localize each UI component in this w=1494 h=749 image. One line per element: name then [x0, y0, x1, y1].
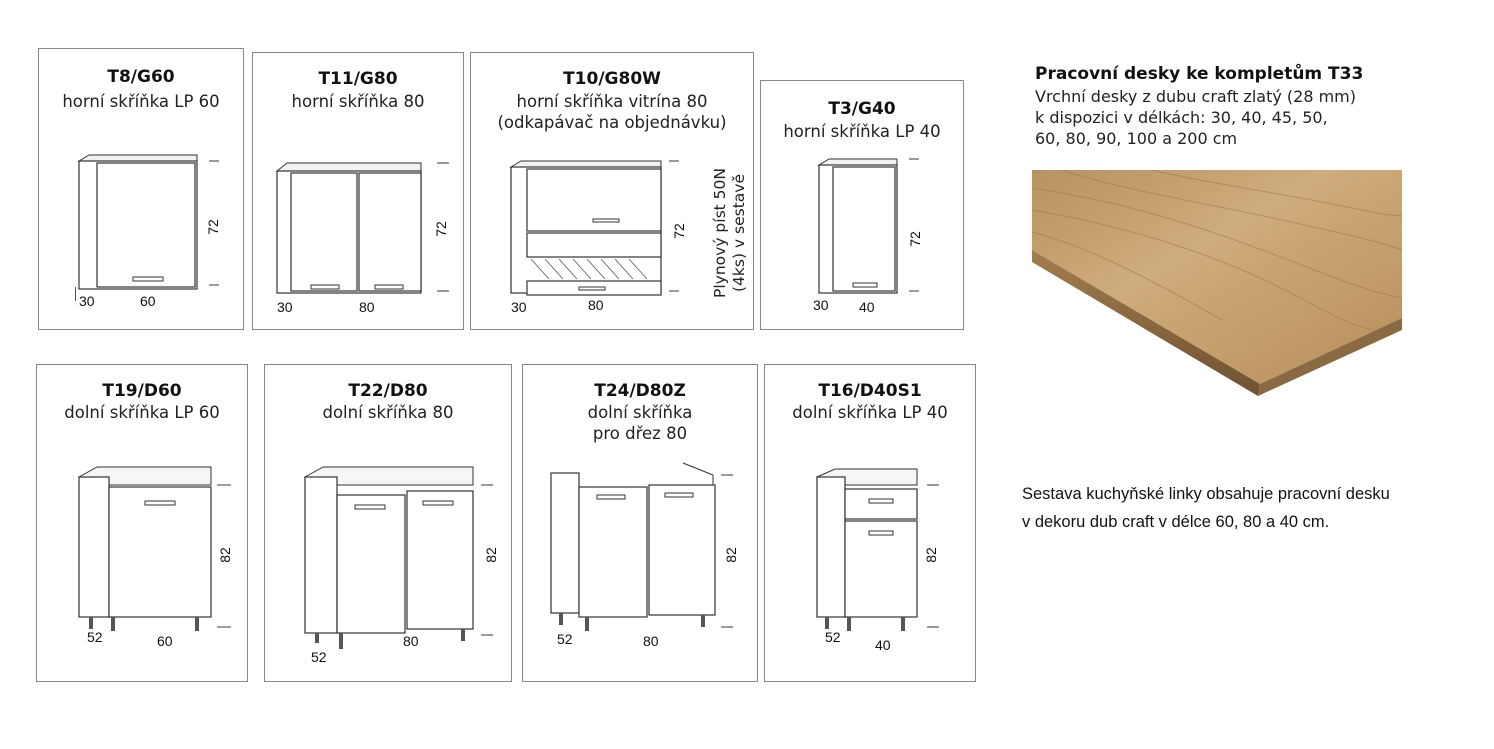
- cabinet-panel-t11-g80: [252, 52, 464, 330]
- width-dimension: 80: [403, 633, 419, 649]
- base-cabinet-drawing: [303, 465, 503, 655]
- depth-dimension: 52: [311, 649, 327, 665]
- cabinet-description: dolní skříňka LP 60: [64, 403, 220, 422]
- worktop-title: Pracovní desky ke kompletům T33: [1035, 64, 1364, 84]
- cabinet-code: T8/G60: [107, 67, 175, 87]
- depth-dimension: 52: [87, 629, 103, 645]
- cabinet-code: T10/G80W: [563, 69, 661, 89]
- width-dimension: 40: [859, 299, 875, 315]
- width-dimension: 60: [140, 293, 156, 309]
- width-dimension: 40: [875, 637, 891, 653]
- height-dimension: 72: [906, 231, 923, 247]
- cabinet-panel-t10-g80w: [470, 52, 754, 330]
- cabinet-description-note: (odkapávač na objednávku): [497, 113, 727, 132]
- height-dimension: 72: [670, 223, 687, 239]
- cabinet-code: T3/G40: [828, 99, 896, 119]
- cabinet-panel-t8-g60: [38, 48, 244, 330]
- depth-dimension: 30: [511, 299, 527, 315]
- cabinet-code: T22/D80: [348, 381, 428, 401]
- height-dimension: 72: [432, 221, 449, 237]
- worktop-description: Vrchní desky z dubu craft zlatý (28 mm) k dispozici v délkách: 30, 40, 45, 50, 60, 80, 90, 100 a 200 cm: [1035, 87, 1356, 148]
- height-dimension: 82: [216, 547, 233, 563]
- cabinet-description: horní skříňka vitrína 80: [516, 92, 708, 111]
- depth-dimension: 30: [813, 297, 829, 313]
- cabinet-panel-t24-d80z: [522, 364, 758, 682]
- gas-piston-note: [689, 159, 751, 309]
- cabinet-panel-t19-d60: [36, 364, 248, 682]
- width-dimension: 60: [157, 633, 173, 649]
- gas-piston-note-line1: Plynový píst 50N: [711, 168, 729, 298]
- depth-dimension: 52: [557, 631, 573, 647]
- cabinet-description: dolní skříňka: [587, 403, 693, 422]
- height-dimension: 82: [482, 547, 499, 563]
- cabinet-description: dolní skříňka LP 40: [792, 403, 948, 422]
- cabinet-description: dolní skříňka 80: [322, 403, 454, 422]
- upper-cabinet-drawing: [275, 157, 455, 307]
- cabinet-code: T16/D40S1: [818, 381, 922, 401]
- cabinet-description: horní skříňka LP 60: [62, 92, 220, 111]
- height-dimension: 82: [722, 547, 739, 563]
- cabinet-description: horní skříňka 80: [291, 92, 425, 111]
- width-dimension: 80: [588, 297, 604, 313]
- height-dimension: 72: [204, 219, 221, 235]
- height-dimension: 82: [922, 547, 939, 563]
- kitchen-set-note: Sestava kuchyňské linky obsahuje pracovní desku v dekoru dub craft v délce 60, 80 a 40 cm.: [1022, 485, 1390, 531]
- width-dimension: 80: [359, 299, 375, 315]
- cabinet-code: T24/D80Z: [594, 381, 686, 401]
- worktop-image: [1032, 170, 1404, 396]
- cabinet-description-line2: pro dřez 80: [592, 424, 688, 443]
- cabinet-code: T11/G80: [318, 69, 398, 89]
- cabinet-code: T19/D60: [102, 381, 182, 401]
- cabinet-description: horní skříňka LP 40: [783, 122, 941, 141]
- sink-cabinet-drawing: [549, 459, 749, 639]
- gas-piston-note-line2: (4ks) v sestavě: [730, 174, 748, 293]
- depth-dimension: 52: [825, 629, 841, 645]
- depth-dimension: 30: [79, 293, 95, 309]
- cabinet-panel-t16-d40s1: [764, 364, 976, 682]
- width-dimension: 80: [643, 633, 659, 649]
- depth-dimension: 30: [277, 299, 293, 315]
- base-cabinet-drawing: [77, 465, 237, 635]
- dimension-tick: [75, 287, 76, 301]
- cabinet-panel-t3-g40: [760, 80, 964, 330]
- cabinet-panel-t22-d80: [264, 364, 512, 682]
